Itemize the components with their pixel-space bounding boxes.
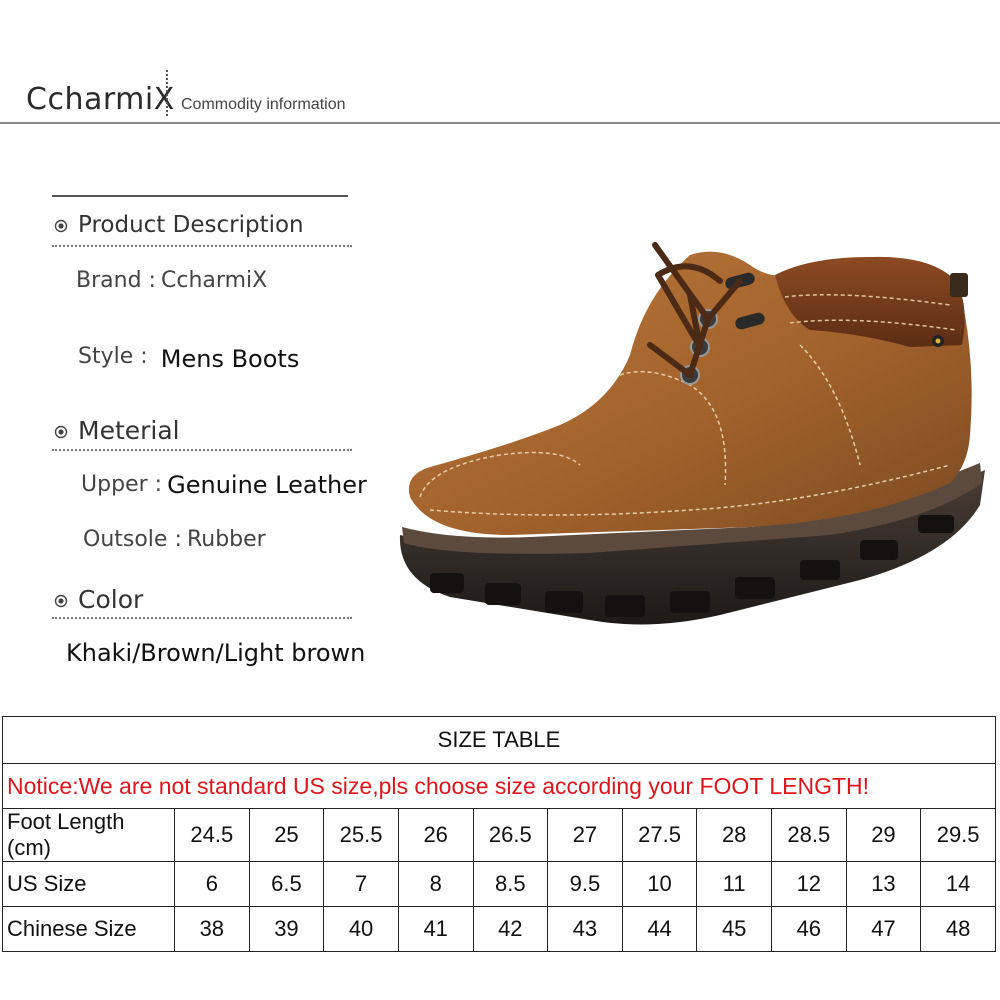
upper-label: Upper : <box>81 472 163 497</box>
table-cell: 25.5 <box>324 809 399 862</box>
table-cell: 24.5 <box>175 809 250 862</box>
table-cell: 29 <box>846 809 921 862</box>
table-row <box>3 907 996 952</box>
color-value: Khaki/Brown/Light brown <box>66 639 366 667</box>
table-cell: 42 <box>473 907 548 952</box>
table-cell: 46 <box>772 907 847 952</box>
table-cell: 25 <box>249 809 324 862</box>
brand-value: CcharmiX <box>161 268 268 293</box>
table-cell: 6.5 <box>249 862 324 907</box>
dotted-divider <box>52 245 352 247</box>
table-cell: 7 <box>324 862 399 907</box>
table-cell: 27.5 <box>622 809 697 862</box>
row-header-us-size: US Size <box>3 862 175 907</box>
table-cell: 47 <box>846 907 921 952</box>
row-header-foot-length: Foot Length (cm) <box>3 809 175 862</box>
table-cell: 8.5 <box>473 862 548 907</box>
dotted-divider <box>52 617 352 619</box>
table-cell: 43 <box>548 907 623 952</box>
table-cell: 48 <box>921 907 996 952</box>
table-row <box>3 809 996 862</box>
brand-label: Brand : <box>76 268 156 293</box>
table-cell: 28 <box>697 809 772 862</box>
outsole-value: Rubber <box>186 527 266 552</box>
table-cell: 29.5 <box>921 809 996 862</box>
material-heading <box>54 416 180 445</box>
color-heading <box>54 585 143 614</box>
table-cell: 13 <box>846 862 921 907</box>
dotted-divider <box>52 449 352 451</box>
table-cell: 27 <box>548 809 623 862</box>
upper-row <box>81 469 367 497</box>
table-cell: 12 <box>772 862 847 907</box>
table-cell: 28.5 <box>772 809 847 862</box>
color-row <box>66 639 365 667</box>
material-title: Meterial <box>78 416 180 445</box>
table-cell: 41 <box>398 907 473 952</box>
product-description-title: Product Description <box>78 212 304 238</box>
table-cell: 44 <box>622 907 697 952</box>
table-cell: 8 <box>398 862 473 907</box>
brand-logo-text: CcharmiX <box>26 82 175 117</box>
circle-bullet-icon <box>54 424 68 438</box>
description-top-rule <box>52 195 348 197</box>
table-cell: 40 <box>324 907 399 952</box>
table-cell: 26.5 <box>473 809 548 862</box>
header-divider <box>0 122 1000 124</box>
table-cell: 38 <box>175 907 250 952</box>
header-subtitle: Commodity information <box>181 96 346 113</box>
table-cell: 6 <box>175 862 250 907</box>
table-cell: 11 <box>697 862 772 907</box>
row-header-chinese-size: Chinese Size <box>3 907 175 952</box>
color-title: Color <box>78 585 144 614</box>
table-cell: 26 <box>398 809 473 862</box>
size-notice: Notice:We are not standard US size,pls choose size according your FOOT LENGTH! <box>3 764 996 809</box>
table-row <box>3 862 996 907</box>
pull-tab <box>950 273 968 297</box>
circle-bullet-icon <box>54 218 68 232</box>
style-row <box>78 341 300 373</box>
table-cell: 9.5 <box>548 862 623 907</box>
style-label: Style : <box>78 344 148 369</box>
circle-bullet-icon <box>54 593 68 607</box>
header-separator <box>166 70 168 116</box>
outsole-row <box>83 527 266 552</box>
outsole-label: Outsole : <box>83 527 182 552</box>
table-cell: 14 <box>921 862 996 907</box>
style-value: Mens Boots <box>160 345 300 373</box>
table-cell: 39 <box>249 907 324 952</box>
table-cell: 45 <box>697 907 772 952</box>
table-cell: 10 <box>622 862 697 907</box>
size-table-title-row <box>3 717 996 764</box>
size-table-title: SIZE TABLE <box>3 717 996 764</box>
boot-product-image <box>390 235 995 635</box>
size-notice-row <box>3 764 996 809</box>
upper-value: Genuine Leather <box>167 471 367 499</box>
brand-row <box>76 268 267 293</box>
size-table <box>2 716 996 952</box>
product-description-heading <box>54 212 304 238</box>
